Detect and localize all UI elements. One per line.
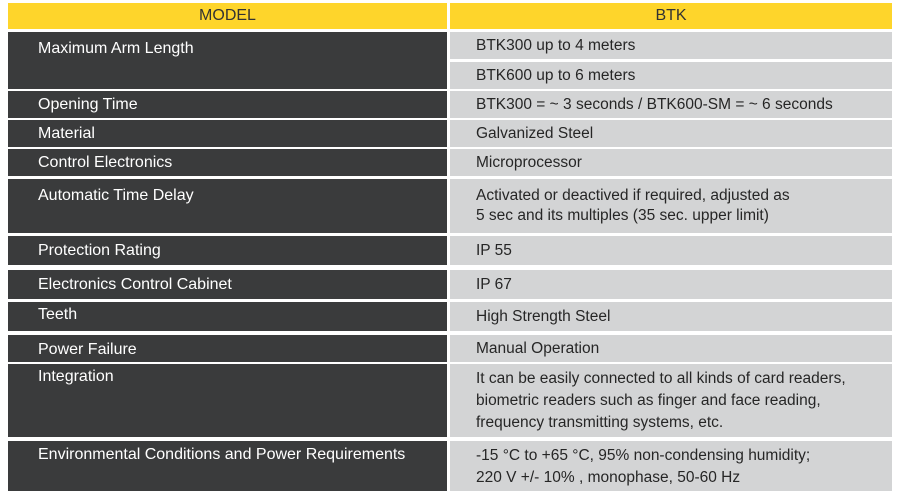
- row-value: BTK300 = ~ 3 seconds / BTK600-SM = ~ 6 seconds: [450, 91, 892, 118]
- table-row: [8, 91, 892, 118]
- table-row: [8, 120, 892, 147]
- row-label: Opening Time: [8, 91, 447, 118]
- row-value: BTK600 up to 6 meters: [450, 62, 892, 89]
- row-value-line: 220 V +/- 10% , monophase, 50-60 Hz: [476, 469, 741, 486]
- table-row: [8, 236, 892, 265]
- row-value: Microprocessor: [450, 149, 892, 176]
- row-value: IP 67: [450, 270, 892, 299]
- product-header-cell: BTK: [450, 3, 892, 29]
- row-value: High Strength Steel: [450, 302, 892, 331]
- row-label: Control Electronics: [8, 149, 447, 176]
- row-value-line: frequency transmitting systems, etc.: [476, 413, 724, 431]
- row-value-multiline: [450, 441, 892, 491]
- model-header-cell: MODEL: [8, 3, 447, 29]
- row-value-line: 5 sec and its multiples (35 sec. upper limit): [476, 207, 769, 224]
- row-value-line: -15 °C to +65 °C, 95% non-condensing humidity;: [476, 447, 811, 464]
- row-value-multiline: [450, 364, 892, 437]
- row-value-line: It can be easily connected to all kinds of card readers,: [476, 369, 846, 387]
- row-label: Protection Rating: [8, 236, 447, 265]
- table-row: [8, 364, 892, 437]
- row-value-multiline: [450, 179, 892, 233]
- row-value-group: [450, 32, 892, 89]
- row-label: Power Failure: [8, 335, 447, 362]
- row-label: Material: [8, 120, 447, 147]
- row-label: Automatic Time Delay: [8, 179, 447, 233]
- table-row: [8, 32, 892, 89]
- table-row: [8, 179, 892, 233]
- row-value: BTK300 up to 4 meters: [450, 32, 892, 59]
- row-value: IP 55: [450, 236, 892, 265]
- row-label: Environmental Conditions and Power Requirements: [8, 441, 447, 491]
- row-value-line: Activated or deactived if required, adjusted as: [476, 187, 790, 204]
- table-row: [8, 270, 892, 299]
- row-label: Integration: [8, 364, 447, 437]
- row-label: Teeth: [8, 302, 447, 331]
- table-header: [8, 3, 892, 29]
- row-value: Galvanized Steel: [450, 120, 892, 147]
- row-label: Electronics Control Cabinet: [8, 270, 447, 299]
- row-label: Maximum Arm Length: [8, 32, 447, 89]
- row-value: Manual Operation: [450, 335, 892, 362]
- table-row: [8, 302, 892, 331]
- table-row: [8, 149, 892, 176]
- table-row: [8, 441, 892, 491]
- row-value-line: biometric readers such as finger and face reading,: [476, 391, 821, 409]
- table-row: [8, 335, 892, 362]
- spec-table: [8, 3, 892, 491]
